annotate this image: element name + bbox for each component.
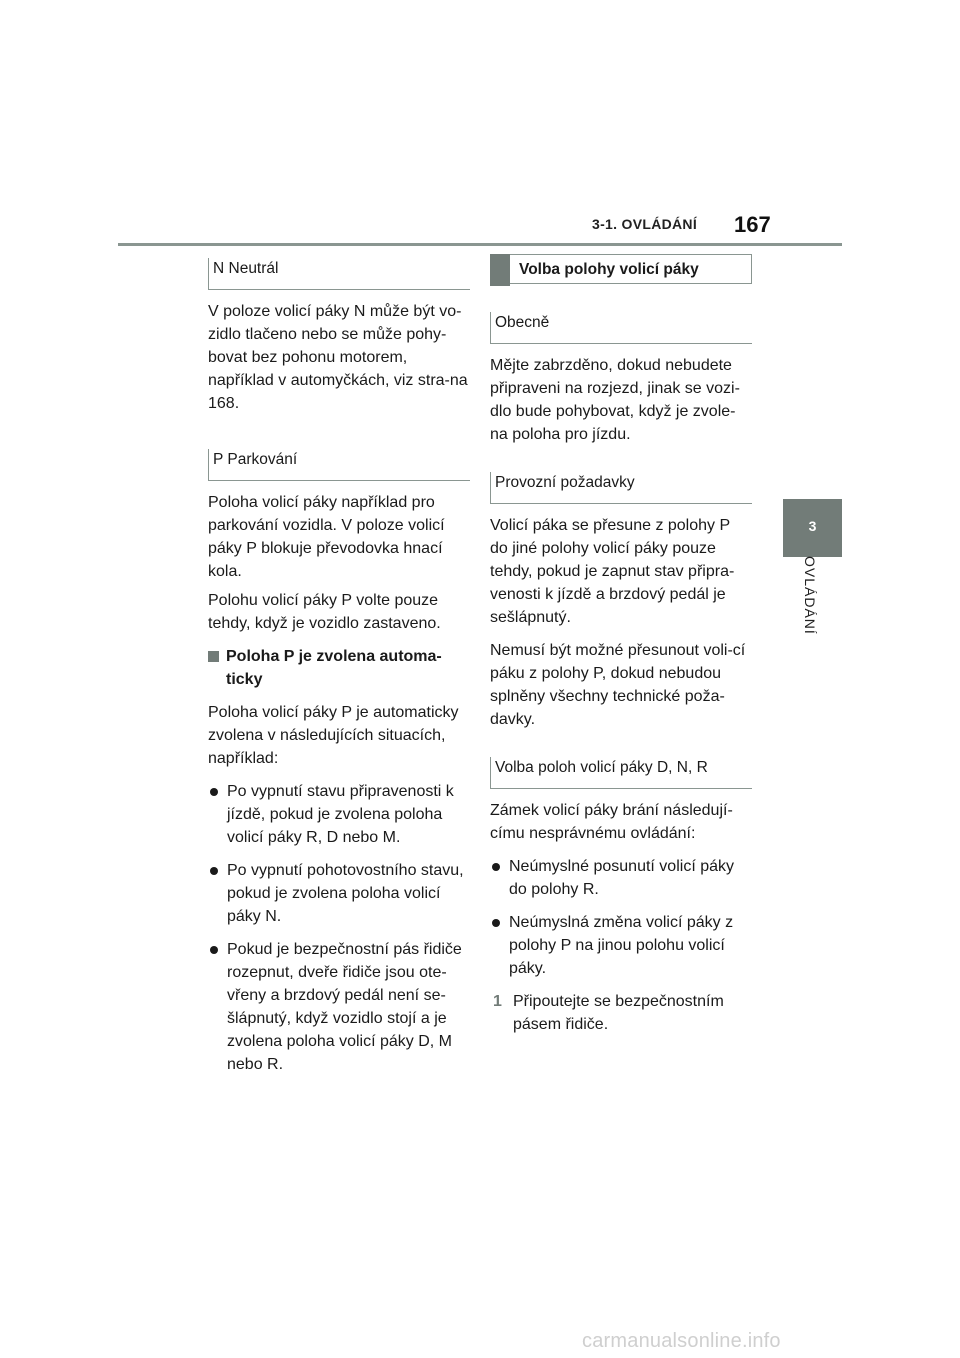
section-header-text: Volba polohy volicí páky <box>519 261 699 278</box>
list-item <box>208 780 470 849</box>
parking-text-2: Polohu volicí páky P volte pouze tehdy, když je vozidlo zastaveno. <box>208 592 441 632</box>
list-item-text: Pokud je bezpečnostní pás řidiče rozepnut, dveře řidiče jsou ote-vřeny a brzdový pedál není se-šlápnutý, když vozidlo stojí a je zvolena poloha volicí páky D, M nebo R. <box>227 941 462 1073</box>
bullet-dot-icon <box>210 788 218 796</box>
step-item <box>490 990 752 1036</box>
chapter-number: 3 <box>808 518 817 534</box>
auto-park-heading <box>208 645 470 691</box>
section-bar-icon <box>490 254 510 286</box>
list-item <box>208 859 470 928</box>
parking-text-1: Poloha volicí páky například pro parkování vozidla. V poloze volicí páky P blokuje převodovka hnací kola. <box>208 494 445 580</box>
left-column <box>208 254 470 1086</box>
neutral-heading: N Neutrál <box>208 254 470 290</box>
dnr-text: Zámek volicí páky brání následují-címu nesprávnému ovládání: <box>490 802 733 842</box>
list-item-text: Neúmyslné posunutí volicí páky do polohy R. <box>509 858 734 898</box>
bullet-dot-icon <box>210 867 218 875</box>
section-header-box <box>490 254 752 284</box>
auto-park-text: Poloha volicí páky P je automaticky zvolena v následujících situacích, například: <box>208 704 459 767</box>
chapter-label: OVLÁDÁNÍ <box>802 556 818 635</box>
list-item-text: Po vypnutí stavu připravenosti k jízdě, pokud je zvolena poloha volicí páky R, D nebo M. <box>227 783 454 846</box>
requirements-heading: Provozní požadavky <box>490 468 752 504</box>
watermark: carmanualsonline.info <box>582 1330 781 1352</box>
requirements-text-2: Nemusí být možné přesunout voli-cí páku z polohy P, dokud nebudou splněny všechny technické poža-davky. <box>490 642 746 728</box>
requirements-text-1: Volicí páka se přesune z polohy P do jiné polohy volicí páky pouze tehdy, pokud je zapnut stav připra-venosti k jízdě a brzdový pedál je sešlápnutý. <box>490 517 735 626</box>
bullet-dot-icon <box>492 919 500 927</box>
parking-heading: P Parkování <box>208 445 470 481</box>
auto-park-heading-text: Poloha P je zvolena automa-ticky <box>226 648 442 688</box>
dnr-heading: Volba poloh volicí páky D, N, R <box>490 753 752 789</box>
list-item-text: Po vypnutí pohotovostního stavu, pokud je zvolena poloha volicí páky N. <box>227 862 464 925</box>
step-text: Připoutejte se bezpečnostním pásem řidiče. <box>513 993 724 1033</box>
right-column <box>490 254 752 1036</box>
header-rule <box>118 243 842 246</box>
page-number: 167 <box>734 212 771 237</box>
general-text: Mějte zabrzděno, dokud nebudete připraveni na rozjezd, jinak se vozi-dlo bude pohybovat, když je zvole-na poloha pro jízdu. <box>490 357 740 443</box>
list-item <box>490 855 752 901</box>
general-heading: Obecně <box>490 308 752 344</box>
list-item <box>490 911 752 980</box>
list-item-text: Neúmyslná změna volicí páky z polohy P na jinou polohu volicí páky. <box>509 914 734 977</box>
section-title: 3-1. OVLÁDÁNÍ <box>592 216 698 232</box>
list-item <box>208 938 470 1076</box>
bullet-dot-icon <box>492 863 500 871</box>
step-number: 1 <box>493 993 502 1010</box>
square-bullet-icon <box>208 651 219 662</box>
bullet-dot-icon <box>210 946 218 954</box>
neutral-text: V poloze volicí páky N může být vo-zidlo tlačeno nebo se může pohy-bovat bez pohonu motorem, například v automyčkách, viz stra-na 168. <box>208 303 468 412</box>
